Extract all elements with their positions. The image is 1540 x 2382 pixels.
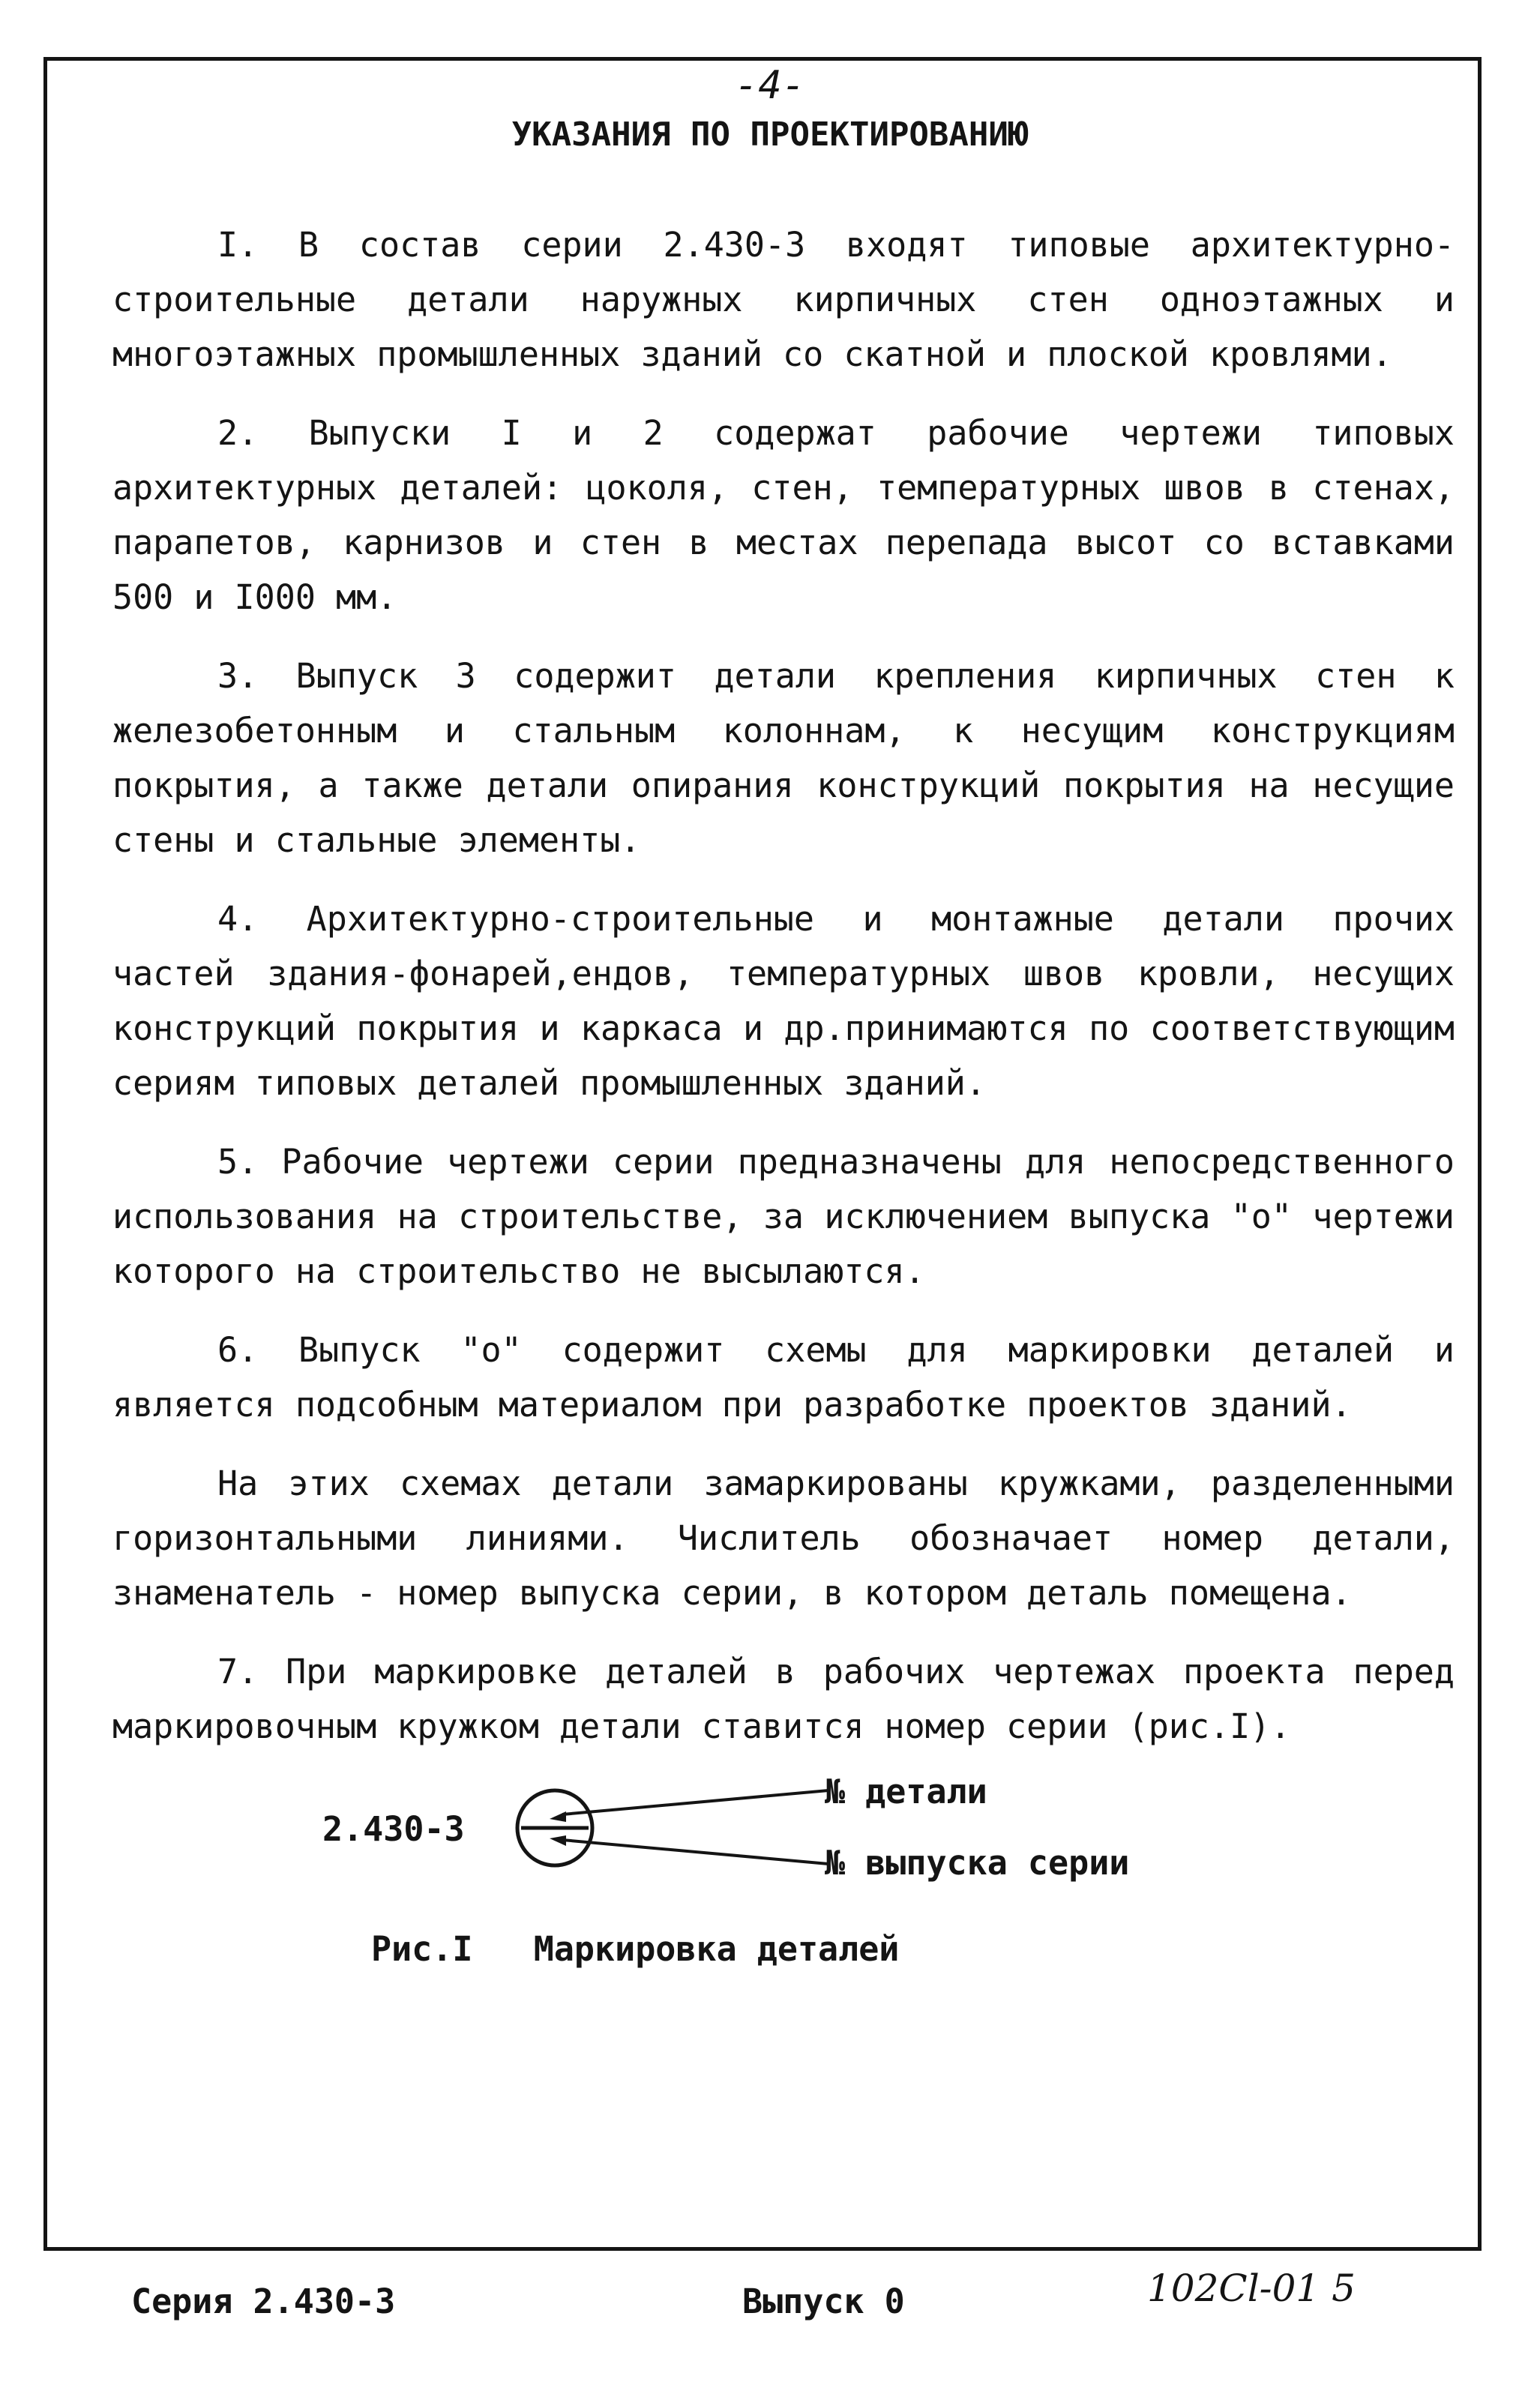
instructions-body <box>112 217 1455 1778</box>
page-title: УКАЗАНИЯ ПО ПРОЕКТИРОВАНИЮ <box>511 115 1029 154</box>
leader-line-detail <box>562 1790 828 1814</box>
figure-label-detail-number: № детали <box>825 1772 987 1811</box>
footer-handwritten-code: 102Cl-01 5 <box>1147 2267 1356 2310</box>
paragraph-1: I. В состав серии 2.430-3 входят типовые архитектурно-строительные детали наружных кирпичных стен одноэтажных и многоэтажных промышленных зданий со скатной и плоской кровлями. <box>112 225 1455 374</box>
footer-series: Серия 2.430-3 <box>131 2282 396 2321</box>
leader-arrow-issue <box>550 1835 566 1846</box>
marking-circle-diagram <box>491 1762 866 1912</box>
paragraph-6: 6. Выпуск "о" содержит схемы для маркировки деталей и является подсобным материалом при разработке проектов зданий. <box>112 1330 1455 1425</box>
figure-label-issue-number: № выпуска серии <box>825 1843 1130 1883</box>
leader-arrow-detail <box>550 1811 566 1822</box>
leader-line-issue <box>562 1840 828 1864</box>
paragraph-4: 4. Архитектурно-строительные и монтажные детали прочих частей здания-фонарей,ендов, температурных швов кровли, несущих конструкций покрытия и каркаса и др.принимаются по соответствующим сериям типовых деталей промышленных зданий. <box>112 899 1455 1103</box>
figure-caption: Рис.I Маркировка деталей <box>371 1929 900 1969</box>
figure-series-label: 2.430-3 <box>322 1809 465 1849</box>
marking-figure <box>322 1762 1222 1912</box>
paragraph-7: 7. При маркировке деталей в рабочих чертежах проекта перед маркировочным кружком детали ставится номер серии (рис.I). <box>112 1652 1455 1746</box>
paragraph-5: 5. Рабочие чертежи серии предназначены для непосредственного использования на строительстве, за исключением выпуска "о" чертежи которого на строительство не высылаются. <box>112 1142 1455 1291</box>
footer-issue: Выпуск 0 <box>742 2282 905 2321</box>
page-number: -4- <box>735 63 805 108</box>
paragraph-6-note: На этих схемах детали замаркированы кружками, разделенными горизонтальными линиями. Числитель обозначает номер детали, знаменатель - номер выпуска серии, в котором деталь помещена. <box>112 1464 1455 1613</box>
paragraph-2: 2. Выпуски I и 2 содержат рабочие чертежи типовых архитектурных деталей: цоколя, стен, температурных швов в стенах, парапетов, карнизов и стен в местах перепада высот со вставками 500 и I000 мм. <box>112 413 1455 617</box>
paragraph-3: 3. Выпуск 3 содержит детали крепления кирпичных стен к железобетонным и стальным колоннам, к несущим конструкциям покрытия, а также детали опирания конструкций покрытия на несущие стены и стальные элементы. <box>112 656 1455 860</box>
